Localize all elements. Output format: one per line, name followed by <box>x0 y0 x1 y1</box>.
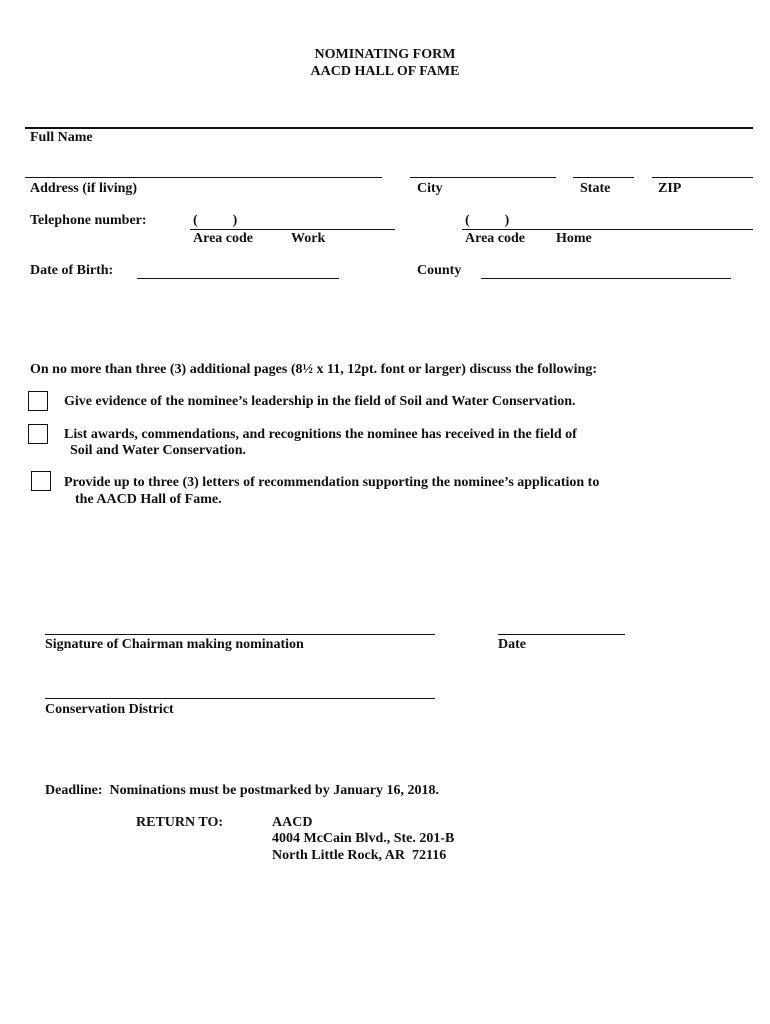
city-field[interactable] <box>410 177 556 178</box>
zip-field[interactable] <box>652 177 753 178</box>
county-label: County <box>417 263 462 278</box>
date-field[interactable] <box>498 634 625 635</box>
telephone-label: Telephone number: <box>30 213 147 228</box>
awards-checkbox[interactable] <box>28 424 48 444</box>
full-name-label: Full Name <box>30 130 93 145</box>
work-area-code-label: Area code <box>193 231 253 246</box>
return-address-line3: North Little Rock, AR 72116 <box>272 848 447 863</box>
letters-text-line1: Provide up to three (3) letters of recommendation supporting the nominee’s application to <box>64 475 600 490</box>
work-label: Work <box>291 231 326 246</box>
address-label: Address (if living) <box>30 181 138 196</box>
instructions-intro: On no more than three (3) additional pages (8½ x 11, 12pt. font or larger) discuss the following: <box>30 362 598 377</box>
return-address-line1: AACD <box>272 815 313 830</box>
work-area-code-parens: ( ) <box>193 213 238 228</box>
home-area-code-parens: ( ) <box>465 213 510 228</box>
leadership-checkbox[interactable] <box>28 391 48 411</box>
conservation-district-label: Conservation District <box>45 702 174 717</box>
county-field[interactable] <box>481 278 731 279</box>
return-to-label: RETURN TO: <box>136 815 224 830</box>
address-field[interactable] <box>25 177 382 178</box>
awards-text-line1: List awards, commendations, and recognitions the nominee has received in the field of <box>64 427 577 442</box>
letters-checkbox[interactable] <box>31 471 51 491</box>
conservation-district-field[interactable] <box>45 698 435 699</box>
full-name-field[interactable] <box>25 127 753 129</box>
deadline-text: Deadline: Nominations must be postmarked by January 16, 2018. <box>45 783 439 798</box>
city-label: City <box>417 181 443 196</box>
state-field[interactable] <box>573 177 634 178</box>
state-label: State <box>580 181 611 196</box>
letters-text-line2: the AACD Hall of Fame. <box>75 492 222 507</box>
awards-text-line2: Soil and Water Conservation. <box>70 443 247 458</box>
zip-label: ZIP <box>658 181 682 196</box>
return-address-line2: 4004 McCain Blvd., Ste. 201-B <box>272 831 455 846</box>
leadership-text: Give evidence of the nominee’s leadership in the field of Soil and Water Conservation. <box>64 394 576 409</box>
home-area-code-label: Area code <box>465 231 525 246</box>
date-label: Date <box>498 637 526 652</box>
chairman-signature-field[interactable] <box>45 634 435 635</box>
home-label: Home <box>556 231 592 246</box>
chairman-signature-label: Signature of Chairman making nomination <box>45 637 304 652</box>
form-subtitle: AACD HALL OF FAME <box>310 64 460 79</box>
dob-field[interactable] <box>137 278 339 279</box>
dob-label: Date of Birth: <box>30 263 114 278</box>
form-title: NOMINATING FORM <box>314 47 456 62</box>
